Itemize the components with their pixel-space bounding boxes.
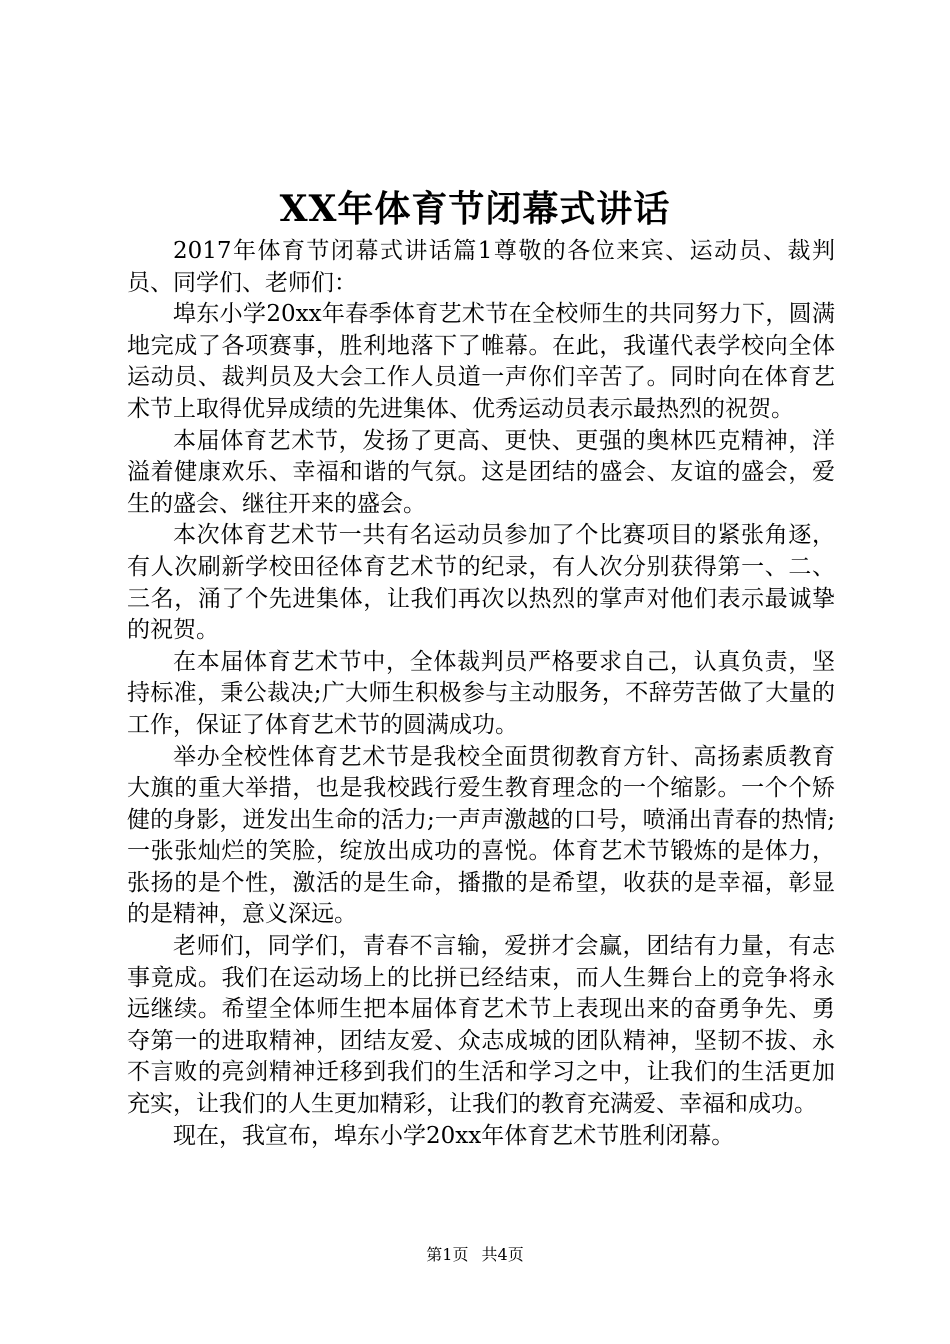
page-number: 第1页 xyxy=(426,1245,469,1264)
paragraph-6: 举办全校性体育艺术节是我校全面贯彻教育方针、高扬素质教育大旗的重大举措，也是我校践行爱生教育理念的一个缩影。一个个矫健的身影，迸发出生命的活力;一声声激越的口号，喷涌出青春的热情;一张张灿烂的笑脸，绽放出成功的喜悦。体育艺术节锻炼的是体力，张扬的是个性，激活的是生命，播撒的是希望，收获的是幸福，彰显的是精神，意义深远。 xyxy=(127,743,835,928)
page-footer xyxy=(0,1244,950,1266)
paragraph-3: 本届体育艺术节，发扬了更高、更快、更强的奥林匹克精神，洋溢着健康欢乐、幸福和谐的气氛。这是团结的盛会、友谊的盛会，爱生的盛会、继往开来的盛会。 xyxy=(127,427,835,517)
document-body xyxy=(127,236,835,1152)
paragraph-2: 埠东小学20xx年春季体育艺术节在全校师生的共同努力下，圆满地完成了各项赛事，胜利地落下了帷幕。在此，我谨代表学校向全体运动员、裁判员及大会工作人员道一声你们辛苦了。同时向在体育艺术节上取得优异成绩的先进集体、优秀运动员表示最热烈的祝贺。 xyxy=(127,301,835,422)
paragraph-7: 老师们，同学们，青春不言输，爱拼才会赢，团结有力量，有志事竟成。我们在运动场上的比拼已经结束，而人生舞台上的竞争将永远继续。希望全体师生把本届体育艺术节上表现出来的奋勇争先、勇夺第一的进取精神，团结友爱、众志成城的团队精神，坚韧不拔、永不言败的亮剑精神迁移到我们的生活和学习之中，让我们的生活更加充实，让我们的人生更加精彩，让我们的教育充满爱、幸福和成功。 xyxy=(127,933,835,1118)
paragraph-8: 现在，我宣布，埠东小学20xx年体育艺术节胜利闭幕。 xyxy=(173,1122,735,1149)
paragraph-1: 2017年体育节闭幕式讲话篇1尊敬的各位来宾、运动员、裁判员、同学们、老师们： xyxy=(127,238,835,296)
paragraph-5: 在本届体育艺术节中，全体裁判员严格要求自己，认真负责，坚持标准，秉公裁决;广大师生积极参与主动服务，不辞劳苦做了大量的工作，保证了体育艺术节的圆满成功。 xyxy=(127,648,835,738)
paragraph-4: 本次体育艺术节一共有名运动员参加了个比赛项目的紧张角逐，有人次刷新学校田径体育艺术节的纪录，有人次分别获得第一、二、三名，涌了个先进集体，让我们再次以热烈的掌声对他们表示最诚挚的祝贺。 xyxy=(127,522,835,644)
document-title: XX年体育节闭幕式讲话 xyxy=(279,188,671,230)
page-total: 共4页 xyxy=(481,1245,524,1264)
